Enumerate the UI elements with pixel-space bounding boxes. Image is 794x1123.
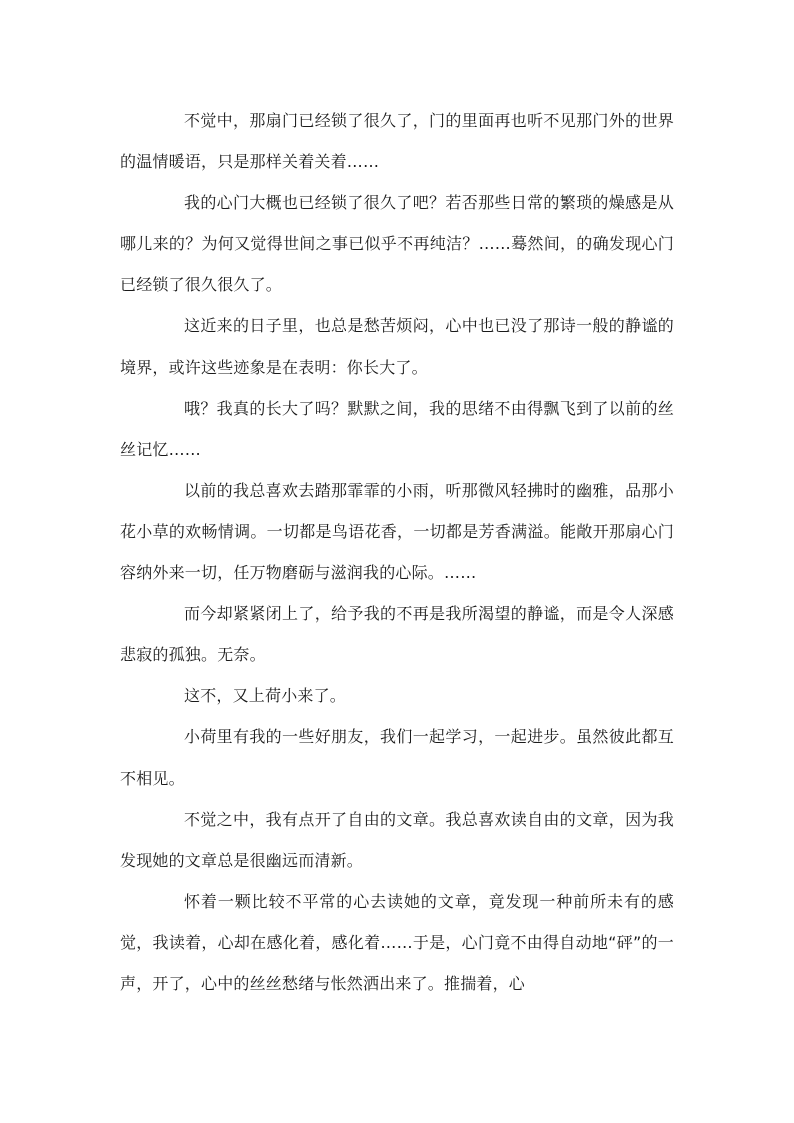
paragraph-1: 不觉中，那扇门已经锁了很久了，门的里面再也听不见那门外的世界的温情暖语，只是那样关着关着…… [120, 111, 674, 172]
paragraph-10: 怀着一颗比较不平常的心去读她的文章，竟发现一种前所未有的感觉，我读着，心却在感化着，感化着……于是，心门竟不由得自动地“砰”的一声，开了，心中的丝丝愁绪与怅然洒出来了。推揣着，心 [120, 891, 674, 993]
paragraph-8: 小荷里有我的一些好朋友，我们一起学习，一起进步。虽然彼此都互不相见。 [120, 727, 674, 788]
paragraph-6: 而今却紧紧闭上了，给予我的不再是我所渴望的静谧，而是令人深感悲寂的孤独。无奈。 [120, 604, 674, 665]
paragraph-7: 这不，又上荷小来了。 [184, 686, 347, 706]
paragraph-2: 我的心门大概也已经锁了很久了吧？若否那些日常的繁琐的燥感是从哪儿来的？为何又觉得世间之事已似乎不再纯洁？……蓦然间，的确发现心门已经锁了很久很久了。 [120, 193, 674, 295]
paragraph-3: 这近来的日子里，也总是愁苦烦闷，心中也已没了那诗一般的静谧的境界，或许这些迹象是在表明：你长大了。 [120, 316, 674, 377]
article-body [120, 100, 674, 1004]
paragraph-4: 哦？我真的长大了吗？默默之间，我的思绪不由得飘飞到了以前的丝丝记忆…… [120, 398, 674, 459]
paragraph-5: 以前的我总喜欢去踏那霏霏的小雨，听那微风轻拂时的幽雅，品那小花小草的欢畅情调。一切都是鸟语花香，一切都是芳香满溢。能敞开那扇心门容纳外来一切，任万物磨砺与滋润我的心际。…… [120, 480, 674, 583]
paragraph-9: 不觉之中，我有点开了自由的文章。我总喜欢读自由的文章，因为我发现她的文章总是很幽远而清新。 [120, 809, 674, 870]
